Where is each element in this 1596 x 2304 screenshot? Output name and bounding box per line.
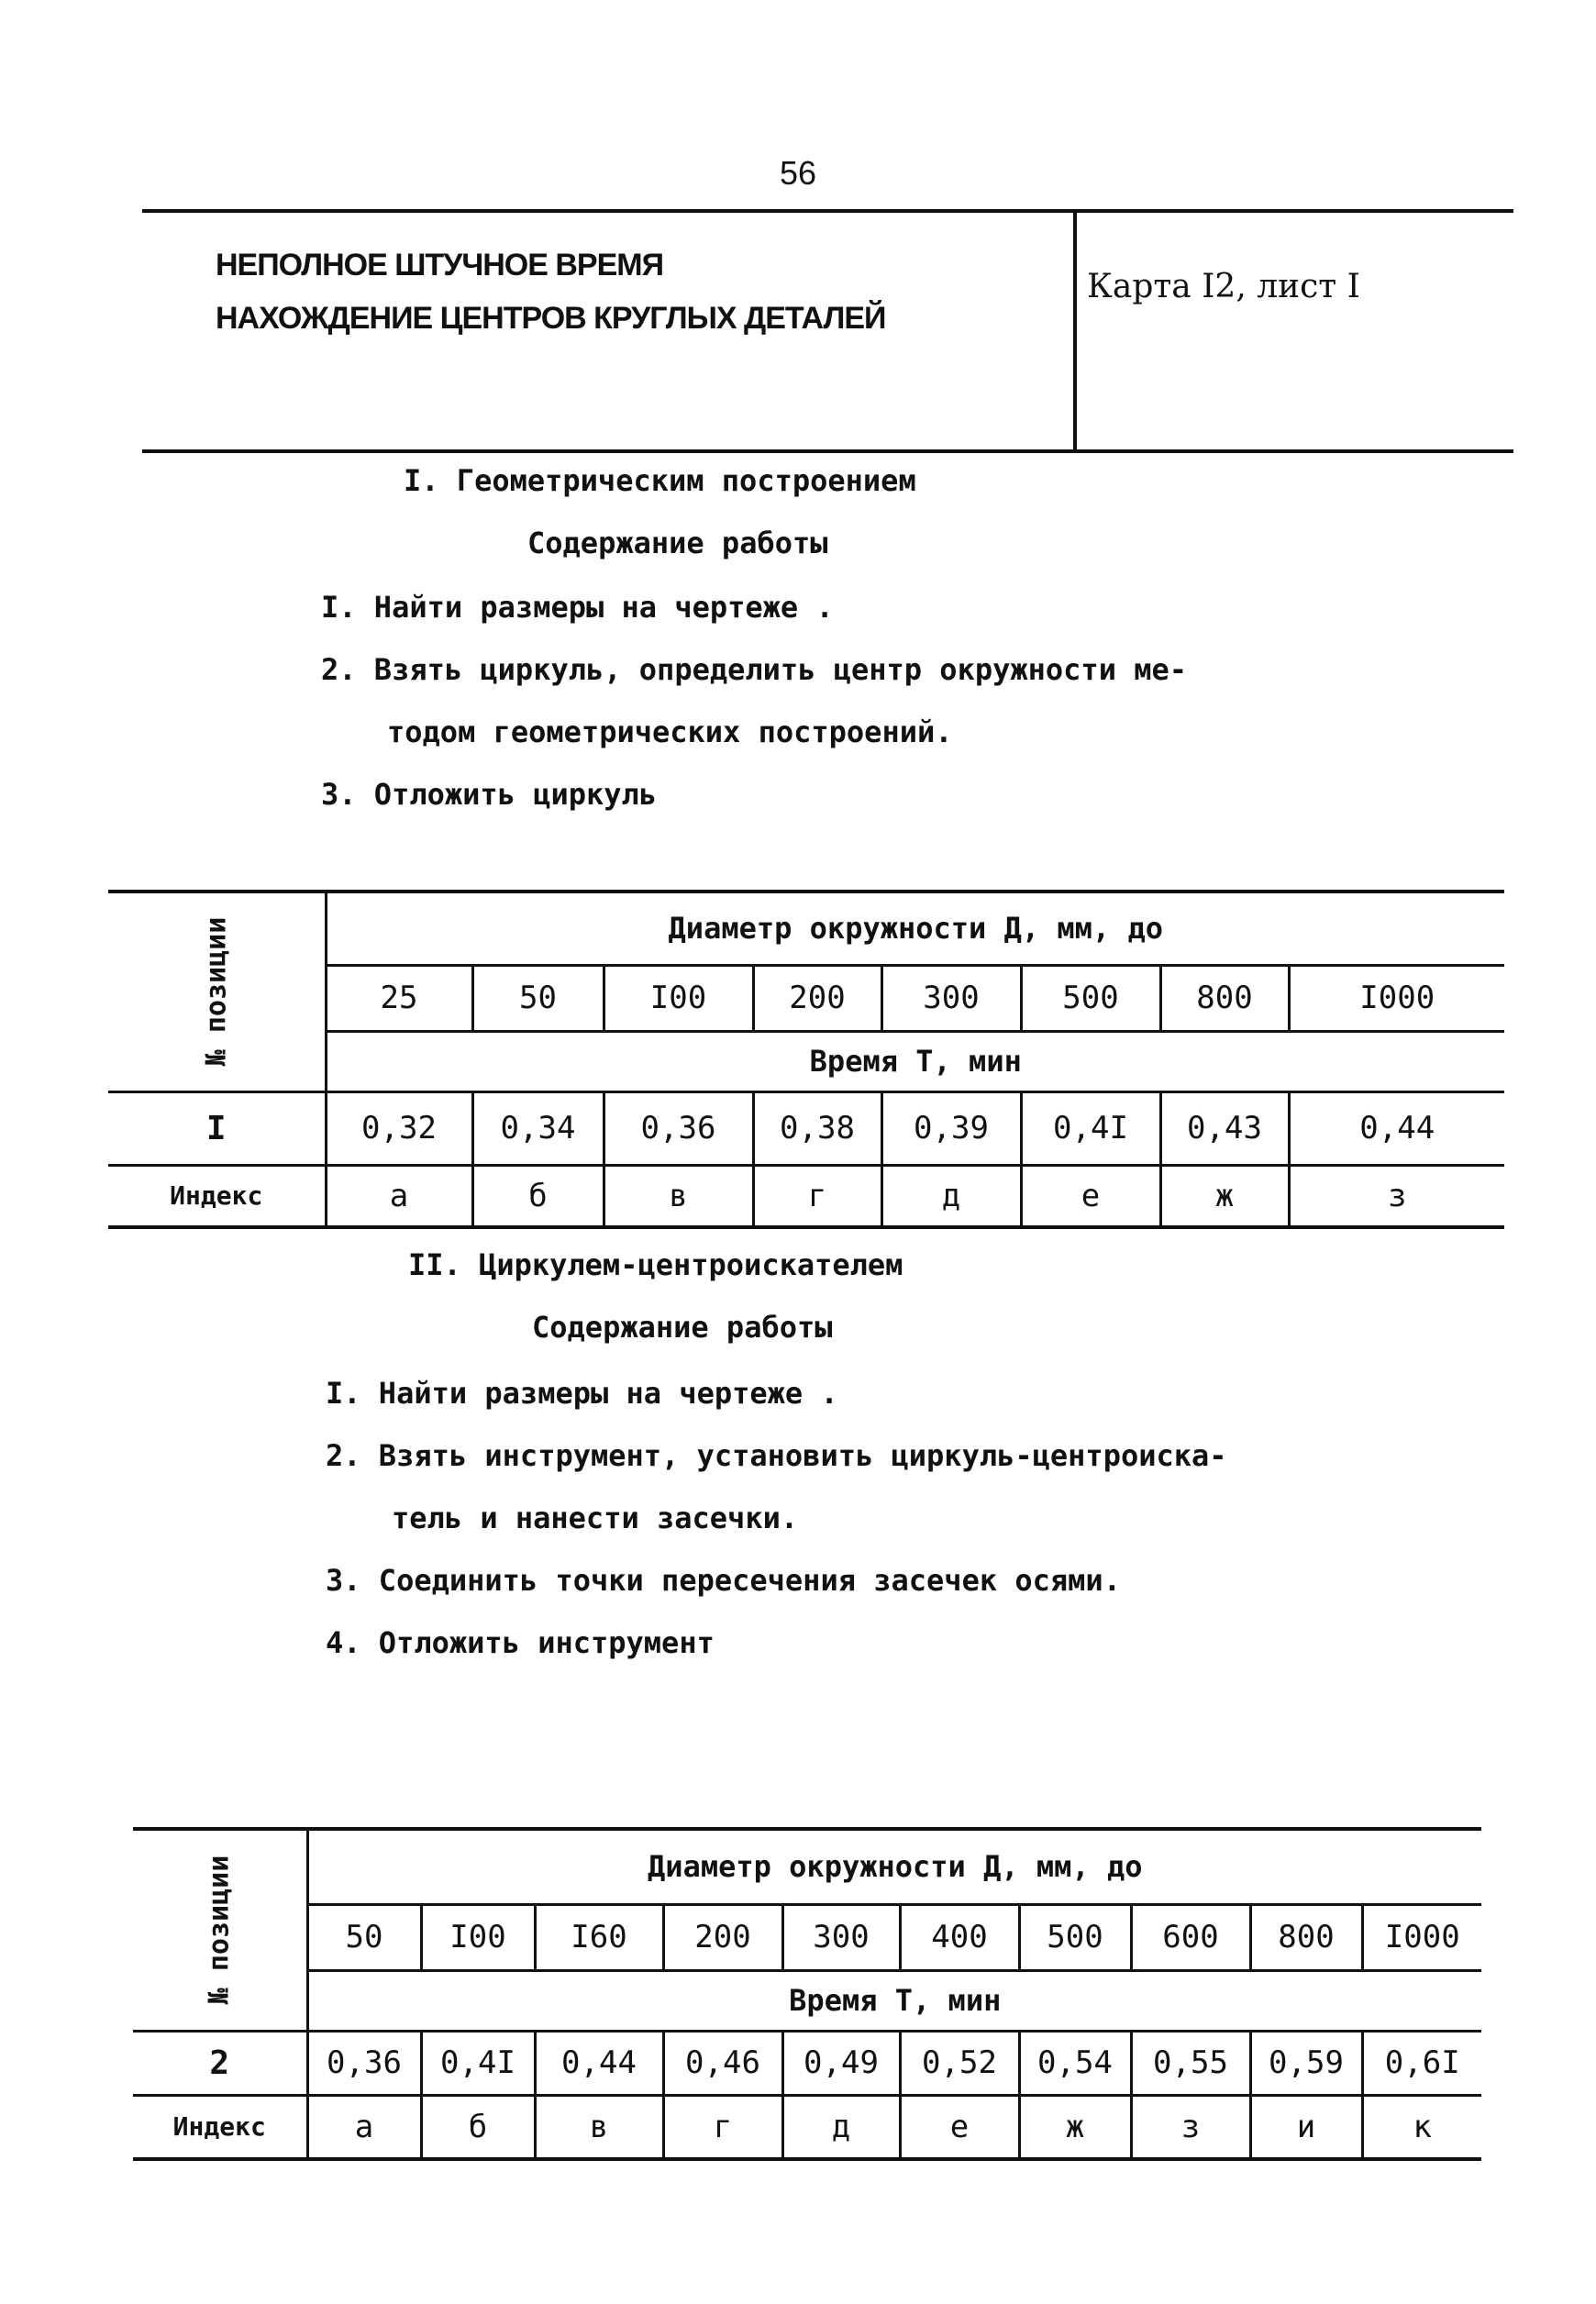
index-cell: и [1250, 2095, 1362, 2159]
index-cell: е [900, 2095, 1019, 2159]
section2-steps [326, 1362, 1227, 1674]
section2-time-table [133, 1827, 1481, 2161]
index-cell: г [753, 1165, 881, 1227]
diameter-cell: I00 [421, 1904, 535, 1970]
section2-step-4: 4. Отложить инструмент [326, 1625, 715, 1660]
header-top-rule [142, 209, 1513, 213]
time-cell: 0,36 [604, 1091, 753, 1165]
section2-step-2: 2. Взять инструмент, установить циркуль-центроиска- [326, 1438, 1227, 1473]
time-header: Время Т, мин [307, 1970, 1481, 2031]
index-cell: а [326, 1165, 472, 1227]
index-cell: а [307, 2095, 421, 2159]
time-cell: 0,39 [881, 1091, 1021, 1165]
time-cell: 0,49 [782, 2031, 900, 2095]
diameter-cell: I00 [604, 965, 753, 1031]
header-divider [1073, 211, 1077, 451]
section1-step-1: I. Найти размеры на чертеже . [321, 590, 834, 625]
index-cell: ж [1019, 2095, 1131, 2159]
time-cell: 0,44 [535, 2031, 663, 2095]
diameter-header: Диаметр окружности Д, мм, до [307, 1829, 1481, 1904]
diameter-cell: 800 [1250, 1904, 1362, 1970]
index-cell: к [1362, 2095, 1481, 2159]
diameter-cell: 200 [753, 965, 881, 1031]
section2-step-3: 3. Соединить точки пересечения засечек осями. [326, 1563, 1121, 1598]
section1-title: I. Геометрическим построением [404, 463, 916, 498]
section1-content-title: Содержание работы [527, 526, 828, 560]
time-cell: 0,4I [421, 2031, 535, 2095]
section2-title: II. Циркулем-центроискателем [408, 1247, 903, 1282]
time-cell: 0,34 [472, 1091, 604, 1165]
time-cell: 0,38 [753, 1091, 881, 1165]
index-cell: б [421, 2095, 535, 2159]
index-cell: з [1289, 1165, 1504, 1227]
diameter-cell: 300 [782, 1904, 900, 1970]
time-cell: 0,55 [1131, 2031, 1250, 2095]
diameter-cell: 600 [1131, 1904, 1250, 1970]
index-cell: в [535, 2095, 663, 2159]
diameter-cell: 400 [900, 1904, 1019, 1970]
index-cell: д [782, 2095, 900, 2159]
pos-header: № позиции [203, 1855, 236, 2005]
time-header: Время Т, мин [326, 1031, 1504, 1091]
diameter-cell: I000 [1362, 1904, 1481, 1970]
time-cell: 0,43 [1160, 1091, 1289, 1165]
time-cell: 0,54 [1019, 2031, 1131, 2095]
pos-header: № позиции [200, 916, 233, 1067]
index-cell: в [604, 1165, 753, 1227]
time-cell: 0,59 [1250, 2031, 1362, 2095]
pos-header-cell [108, 892, 326, 1091]
section1-steps [321, 576, 1187, 825]
position-cell: I [108, 1091, 326, 1165]
time-cell: 0,4I [1021, 1091, 1160, 1165]
header-bottom-rule [142, 449, 1513, 453]
index-cell: е [1021, 1165, 1160, 1227]
time-cell: 0,36 [307, 2031, 421, 2095]
card-label: Карта I2, лист I [1087, 268, 1360, 305]
section1-step-3: 3. Отложить циркуль [321, 777, 658, 812]
page-number: 56 [779, 154, 817, 192]
index-cell: д [881, 1165, 1021, 1227]
time-cell: 0,52 [900, 2031, 1019, 2095]
diameter-cell: 800 [1160, 965, 1289, 1031]
diameter-cell: 500 [1021, 965, 1160, 1031]
diameter-cell: I000 [1289, 965, 1504, 1031]
index-cell: б [472, 1165, 604, 1227]
header-title-line2: НАХОЖДЕНИЕ ЦЕНТРОВ КРУГЛЫХ ДЕТАЛЕЙ [216, 301, 886, 336]
index-label: Индекс [133, 2095, 307, 2159]
time-cell: 0,6I [1362, 2031, 1481, 2095]
diameter-cell: I60 [535, 1904, 663, 1970]
pos-header-cell [133, 1829, 307, 2031]
section1-time-table [108, 890, 1504, 1229]
diameter-cell: 50 [472, 965, 604, 1031]
position-cell: 2 [133, 2031, 307, 2095]
header-title-line1: НЕПОЛНОЕ ШТУЧНОЕ ВРЕМЯ [216, 248, 664, 282]
time-cell: 0,46 [663, 2031, 782, 2095]
index-cell: г [663, 2095, 782, 2159]
section2-content-title: Содержание работы [532, 1310, 833, 1345]
section1-step-2: 2. Взять циркуль, определить центр окружности ме- [321, 652, 1188, 687]
section2-step-2-cont: тель и нанести засечки. [392, 1501, 799, 1535]
index-cell: з [1131, 2095, 1250, 2159]
section2-step-1: I. Найти размеры на чертеже . [326, 1376, 838, 1411]
diameter-header: Диаметр окружности Д, мм, до [326, 892, 1504, 965]
header-title [216, 238, 885, 345]
diameter-cell: 200 [663, 1904, 782, 1970]
diameter-cell: 500 [1019, 1904, 1131, 1970]
index-label: Индекс [108, 1165, 326, 1227]
time-cell: 0,44 [1289, 1091, 1504, 1165]
diameter-cell: 25 [326, 965, 472, 1031]
index-cell: ж [1160, 1165, 1289, 1227]
section1-step-2-cont: тодом геометрических построений. [387, 714, 953, 749]
diameter-cell: 50 [307, 1904, 421, 1970]
time-cell: 0,32 [326, 1091, 472, 1165]
diameter-cell: 300 [881, 965, 1021, 1031]
